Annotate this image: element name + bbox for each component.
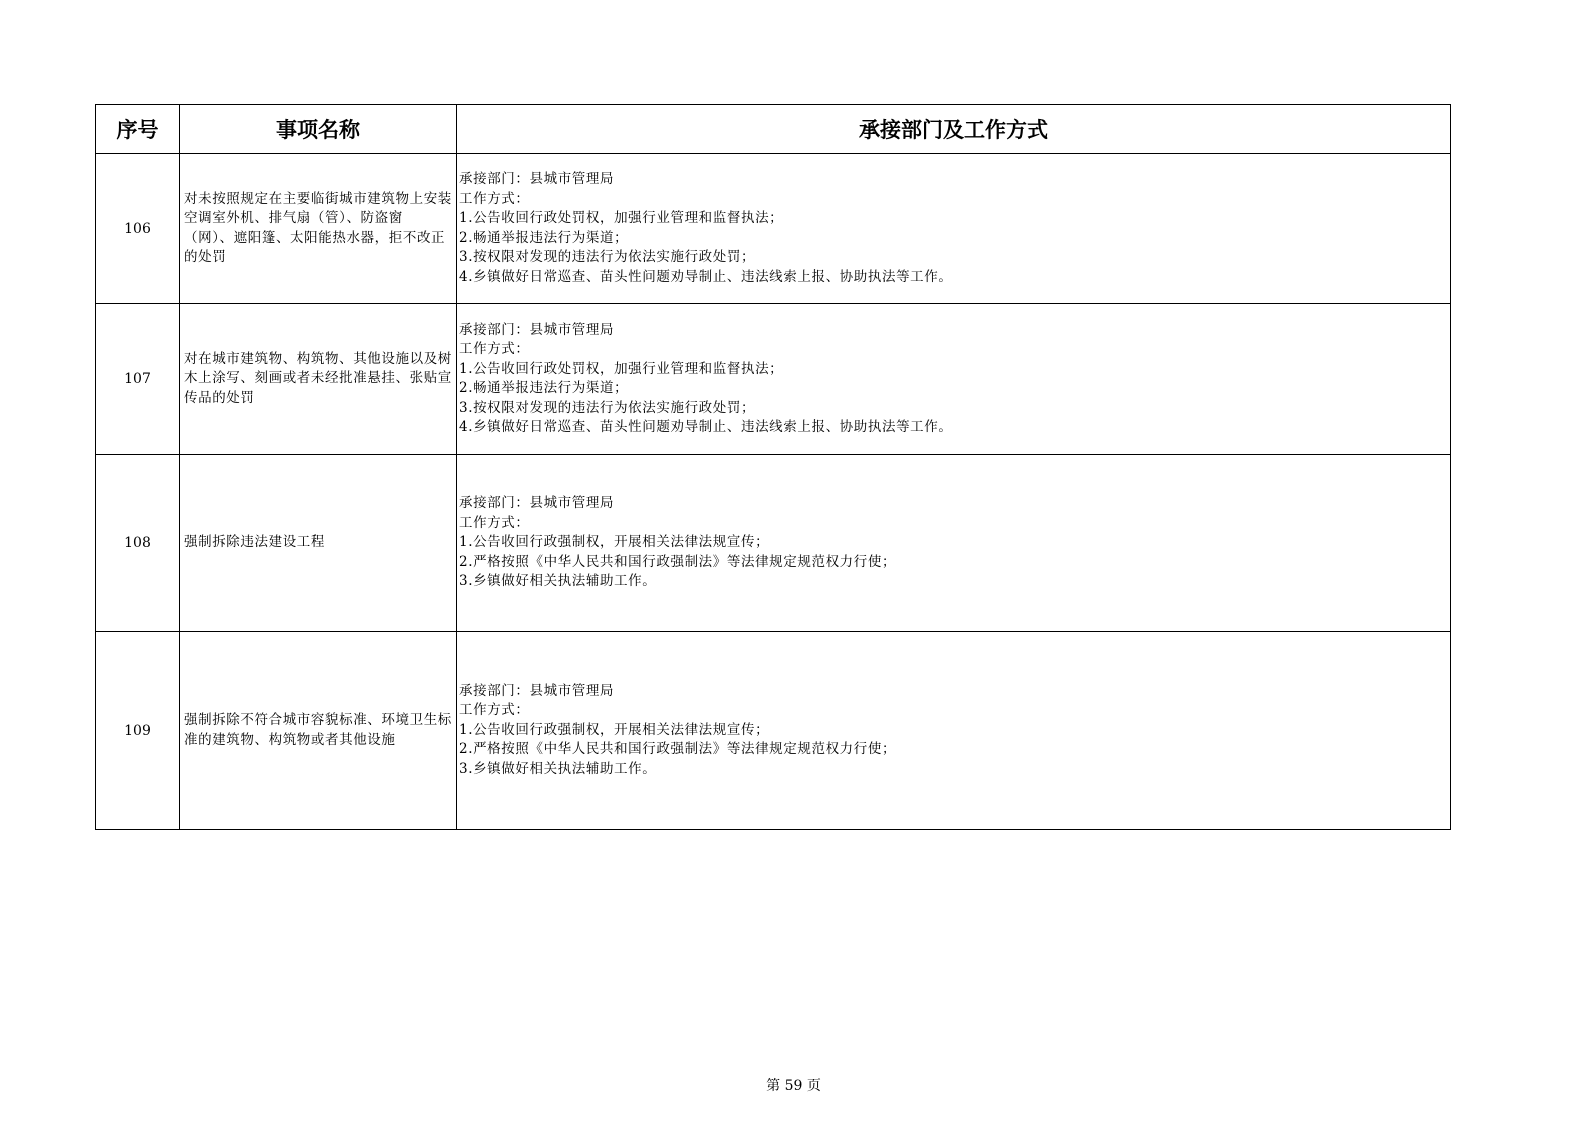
table-row: [96, 154, 1451, 304]
row-serial-number: 107: [96, 304, 180, 455]
method-label: 工作方式：: [459, 190, 530, 207]
page-number: 第 59 页: [766, 1078, 821, 1094]
row-department-method: [457, 632, 1451, 830]
row-item-name: 对在城市建筑物、构筑物、其他设施以及树木上涂写、刻画或者未经批准悬挂、张贴宣传品的处罚: [180, 304, 457, 455]
method-item: 4.乡镇做好日常巡查、苗头性问题劝导制止、违法线索上报、协助执法等工作。: [459, 419, 953, 435]
method-label: 工作方式：: [459, 341, 530, 357]
method-item: 2.严格按照《中华人民共和国行政强制法》等法律规定规范权力行使；: [459, 553, 897, 570]
header-department-method: 承接部门及工作方式: [457, 105, 1451, 154]
row-serial-number: 109: [96, 632, 180, 830]
department-line: 承接部门：县城市管理局: [459, 682, 615, 699]
row-department-method: [457, 304, 1451, 455]
table-row: [96, 455, 1451, 632]
header-item-name: 事项名称: [180, 105, 457, 154]
method-item: 2.畅通举报违法行为渠道；: [459, 380, 629, 396]
department-line: 承接部门：县城市管理局: [459, 171, 615, 187]
row-department-method: [457, 154, 1451, 304]
method-item: 2.严格按照《中华人民共和国行政强制法》等法律规定规范权力行使；: [459, 741, 897, 758]
method-label: 工作方式：: [459, 514, 530, 531]
row-item-name: 强制拆除不符合城市容貌标准、环境卫生标准的建筑物、构筑物或者其他设施: [180, 632, 457, 830]
method-item: 4.乡镇做好日常巡查、苗头性问题劝导制止、违法线索上报、协助执法等工作。: [459, 268, 953, 285]
method-label: 工作方式：: [459, 702, 530, 719]
row-serial-number: 106: [96, 154, 180, 304]
method-item: 1.公告收回行政强制权，开展相关法律法规宣传；: [459, 534, 770, 551]
row-item-name: 对未按照规定在主要临街城市建筑物上安装空调室外机、排气扇（管）、防盗窗（网）、遮阳篷、太阳能热水器，拒不改正的处罚: [180, 154, 457, 304]
method-item: 3.按权限对发现的违法行为依法实施行政处罚；: [459, 249, 756, 265]
table-row: [96, 632, 1451, 830]
table-header-row: [96, 105, 1451, 154]
method-item: 3.乡镇做好相关执法辅助工作。: [459, 573, 657, 590]
method-item: 3.乡镇做好相关执法辅助工作。: [459, 760, 657, 777]
method-item: 3.按权限对发现的违法行为依法实施行政处罚；: [459, 399, 756, 416]
table-row: [96, 304, 1451, 455]
header-serial-number: 序号: [96, 105, 180, 154]
method-item: 1.公告收回行政处罚权，加强行业管理和监督执法；: [459, 360, 784, 377]
row-item-name: 强制拆除违法建设工程: [180, 455, 457, 632]
method-item: 1.公告收回行政处罚权，加强行业管理和监督执法；: [459, 210, 784, 226]
row-serial-number: 108: [96, 455, 180, 632]
department-line: 承接部门：县城市管理局: [459, 321, 615, 338]
responsibility-table: [95, 104, 1451, 830]
department-line: 承接部门：县城市管理局: [459, 495, 615, 512]
method-item: 1.公告收回行政强制权，开展相关法律法规宣传；: [459, 721, 770, 738]
row-department-method: [457, 455, 1451, 632]
method-item: 2.畅通举报违法行为渠道；: [459, 229, 629, 246]
